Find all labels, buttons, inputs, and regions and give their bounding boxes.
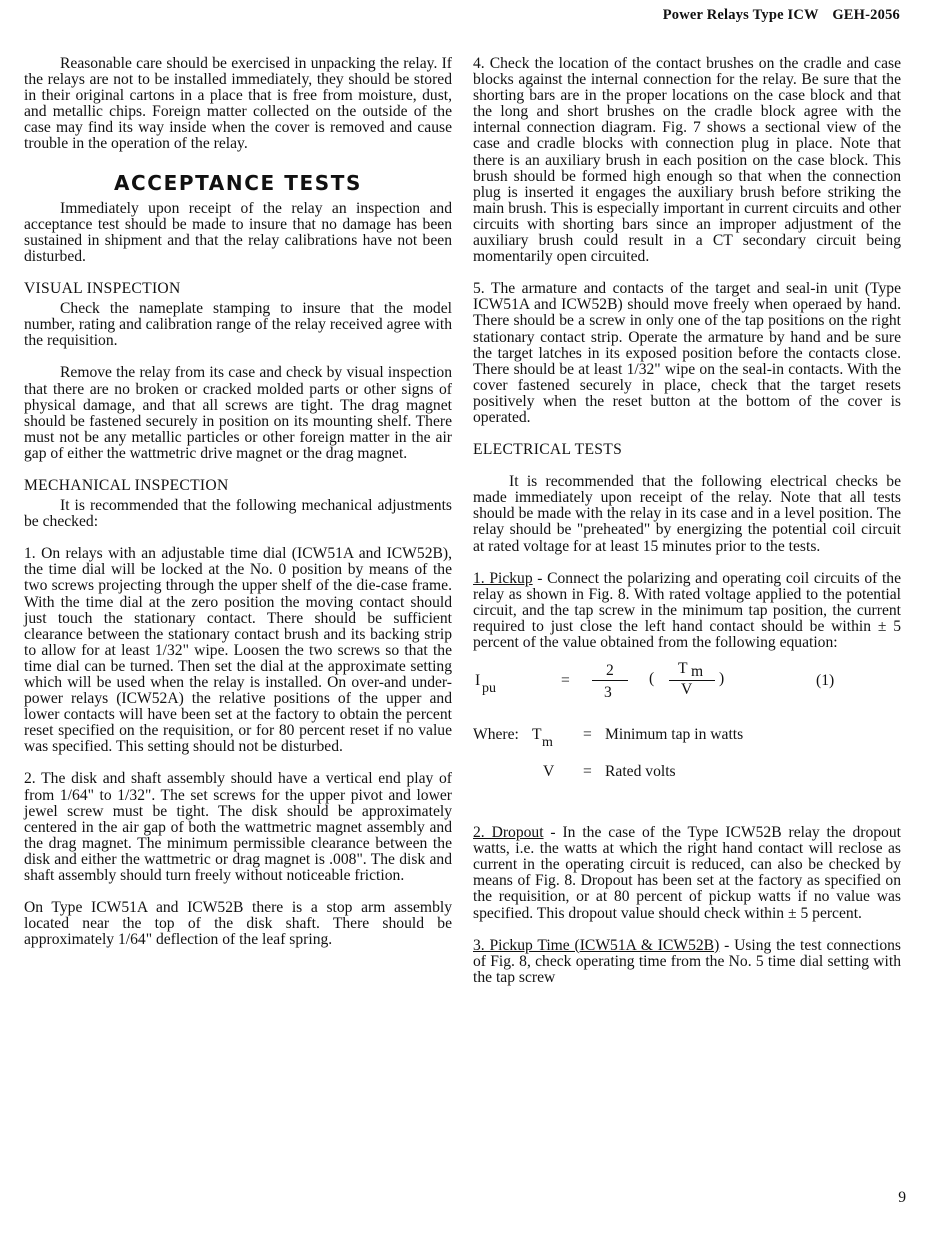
electrical-tests-heading: ELECTRICAL TESTS xyxy=(473,441,623,459)
pickup-label: 1. Pickup xyxy=(473,569,533,587)
equation-number: (1) xyxy=(816,672,835,690)
acceptance-tests-heading: ACCEPTANCE TESTS xyxy=(113,170,363,195)
mechanical-item-2: 2. The disk and shaft assembly should have a vertical end play of from 1/64" to 1/32". The set screws for the upper pivot and lower jewel screw must be tight. The disk should be approximately centered in the air gap of both the wattmetric magnet assembly and the drag magnet. The minimum permissible clearance between the disk and either the wattmetric or drag magnet is .008". The disk and shaft assembly should turn freely without noticeable friction. xyxy=(24,770,452,885)
mechanical-paragraph: It is recommended that the following mechanical adjustments be checked: xyxy=(24,497,452,531)
header-doc-code: GEH-2056 xyxy=(832,7,900,23)
left-column xyxy=(24,56,452,948)
definition-equals-2: = xyxy=(583,763,592,781)
electrical-paragraph: It is recommended that the following electrical checks be made immediately upon receipt of the relay. Note that all tests should be made with the relay in its case and in a level position. The relay should be "preheated" by energizing the potential coil circuit at rated voltage for at least 15 minutes prior to the tests. xyxy=(473,473,901,555)
equation-open-paren: ( xyxy=(649,670,655,688)
equation-equals: = xyxy=(561,672,570,690)
right-column xyxy=(473,56,901,986)
fraction-denominator: 3 xyxy=(604,684,612,702)
equation-close-paren: ) xyxy=(719,670,725,688)
pickup-time-label: 3. Pickup Time (ICW51A & ICW52B) xyxy=(473,936,720,954)
pickup-paragraph xyxy=(473,571,901,651)
mechanical-item-4: 4. Check the location of the contact brushes on the cradle and case blocks against the internal connection for the relay. Be sure that the shorting bars are in the proper locations on the case block and that the long and short brushes on the cradle block agree with the internal connection diagram. Fig. 7 shows a sectional view of the case and cradle blocks with connection plug in place. Note that there is an auxiliary brush in each position on the case block. This brush should be formed high enough so that when the connection plug is inserted it engages the auxiliary brush before striking the main brush. This is especially important in current circuits and other circuits with shorting bars since an improper adjustment of the auxiliary brush could result in a CT secondary circuit being momentarily open circuited. xyxy=(473,55,901,266)
equation-lhs: I xyxy=(475,672,481,690)
equation-lhs-subscript: pu xyxy=(482,681,496,697)
mechanical-item-5: 5. The armature and contacts of the target and seal-in unit (Type ICW51A and ICW52B) should move freely when operaed by hand. There should be a screw in only one of the tap positions on the right stationary contact strip. Operate the armature by hand and be sure the target latches in its exposed position before the contacts close. There should be at least 1/32" wipe on the seal-in contacts. With the cover fastened securely in place, check that the target resets positively when the reset button at the bottom of the cover is operated. xyxy=(473,280,901,426)
definition-symbol-v: V xyxy=(543,763,555,781)
definition-tm-text: Minimum tap in watts xyxy=(605,726,744,744)
pickup-time-paragraph xyxy=(473,938,901,986)
dropout-paragraph xyxy=(473,825,901,922)
mechanical-item-1: 1. On relays with an adjustable time dial (ICW51A and ICW52B), the time dial will be locked at the No. 0 position by means of the two screws projecting through the upper shelf of the die-case frame. With the time dial at the zero position the moving contact should just touch the stationary contact. There should be sufficient clearance between the stationary contact brush and its backing strip to allow for at least 1/32" wipe. Loosen the two screws so that the time dial can be turned. Then set the dial at the approximate setting which will be used when the relay is installed. On over-and under-power relays (ICW52A) the relative positions of the upper and lower contacts will have been set at the factory to obtain the percent reset specified on the requisition, or for 80 percent reset if no value was specified. This setting should not be disturbed. xyxy=(24,545,452,756)
tap-subscript: m xyxy=(691,663,704,681)
where-label: Where: xyxy=(473,726,519,744)
visual-inspection-heading: VISUAL INSPECTION xyxy=(24,280,181,298)
care-paragraph: Reasonable care should be exercised in unpacking the relay. If the relays are not to be installed immediately, they should be stored in their original cartons in a place that is free from moisture, dust, and metallic chips. Foreign matter collected on the outside of the case may find its way inside when the cover is removed and cause trouble in the operation of the relay. xyxy=(24,55,452,153)
definition-symbol-tm: T xyxy=(532,726,542,744)
equation-definitions xyxy=(473,723,901,809)
tap-symbol: T xyxy=(678,660,688,678)
pickup-equation xyxy=(473,660,901,715)
definition-equals-1: = xyxy=(583,726,592,744)
visual-paragraph-2: Remove the relay from its case and check by visual inspection that there are no broken or cracked molded parts or other signs of physical damage, and that all screws are tight. The drag magnet should be fastened securely in position on its mounting shelf. There must not be any metallic particles or other foreign matter in the air gap of either the wattmetric drive magnet or the drag magnet. xyxy=(24,364,452,462)
stop-arm-paragraph: On Type ICW51A and ICW52B there is a stop arm assembly located near the top of the disk shaft. There should be approximately 1/64" deflection of the leaf spring. xyxy=(24,899,452,949)
definition-symbol-tm-subscript: m xyxy=(542,735,553,751)
dropout-label: 2. Dropout xyxy=(473,824,544,842)
visual-paragraph-1: Check the nameplate stamping to insure that the model number, rating and calibration range of the relay received agree with the requisition. xyxy=(24,300,452,350)
tap-fraction-bar xyxy=(669,680,715,681)
pickup-time-text: - Using the test connections of Fig. 8, check operating time from the No. 5 time dial setting with the tap screw xyxy=(473,936,901,986)
acceptance-paragraph: Immediately upon receipt of the relay an inspection and acceptance test should be made to insure that no damage has been sustained in shipment and that the relay calibrations have not been disturbed. xyxy=(24,199,452,265)
header-title: Power Relays Type ICW xyxy=(662,7,819,23)
page-header xyxy=(663,7,900,24)
page-number: 9 xyxy=(898,1189,906,1206)
pickup-text: - Connect the polarizing and operating coil circuits of the relay as shown in Fig. 8. With rated voltage applied to the potential circuit, and the tap screw in the minimum tap position, the current required to just close the left hand contact should be within ± 5 percent of the value obtained from the following equation: xyxy=(473,569,901,651)
definition-v-text: Rated volts xyxy=(605,763,676,781)
voltage-denominator: V xyxy=(681,681,693,699)
dropout-text: - In the case of the Type ICW52B relay the dropout watts, i.e. the watts at which the right hand contact will reclose as current in the operating circuit is reduced, can also be checked by means of Fig. 8. Dropout has been set at the factory as specified on the requisition, or at 80 percent of pickup watts if no value was specified. This dropout value should check within ± 5 percent. xyxy=(473,824,901,922)
fraction-bar xyxy=(592,680,628,681)
mechanical-inspection-heading: MECHANICAL INSPECTION xyxy=(24,476,229,494)
fraction-numerator: 2 xyxy=(606,662,614,680)
